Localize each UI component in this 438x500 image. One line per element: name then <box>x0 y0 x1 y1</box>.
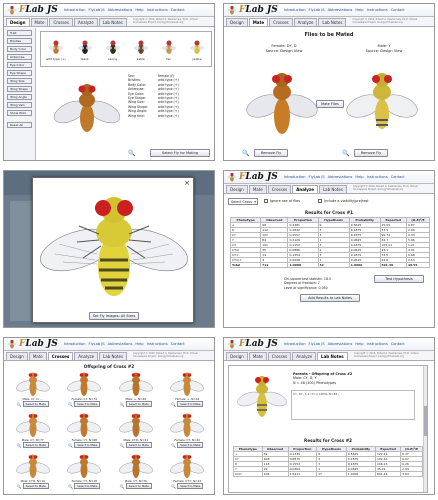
select-to-mate-button[interactable]: Select to Mate <box>126 401 152 407</box>
trait-row: Bristles: wild type (+) <box>128 78 179 83</box>
offspring-card <box>111 412 161 453</box>
offspring-card <box>163 371 213 412</box>
trait-row: Wing Size: wild type (+) <box>128 100 179 105</box>
table-row: CT.D.Y 4 0.0098 1 0.0625 24.6 0.13 <box>231 258 430 263</box>
top-nav <box>64 8 185 12</box>
thumb-ebony[interactable]: ebony <box>104 38 122 61</box>
nav-abbreviations[interactable]: Abbreviations <box>107 8 133 12</box>
nav-contact[interactable]: Contact <box>170 8 185 12</box>
thumb-wild-type[interactable]: wild type (+) <box>46 38 66 61</box>
designed-fly-image <box>52 72 122 142</box>
select-to-mate-button[interactable]: Select to Mate <box>126 483 152 489</box>
panel-design-view <box>3 3 215 161</box>
note-header: Parents - Offspring of Cross #2 Male: CY, D, Y N = 48 (100) Phenotypes <box>293 372 353 385</box>
tab-analyze[interactable]: Analyze <box>292 185 318 193</box>
nav-help[interactable]: Help <box>135 8 144 12</box>
note-fly-image <box>237 369 287 423</box>
table-row: Y 29 0.0464 1 0.0625 45.41 2.94 <box>234 467 423 472</box>
tab-lab-notes[interactable]: Lab Notes <box>319 185 347 193</box>
thumb-tan[interactable]: tan <box>160 38 178 61</box>
trait-row: Antennae: wild type (+) <box>128 87 179 92</box>
nav-contact[interactable]: Contact <box>390 8 405 12</box>
table-row: D 112 0.2842 3 0.1875 73.5 2.04 <box>231 228 430 233</box>
table-row: CY 101 0.2557 3 0.1875 99.74 0.33 <box>231 233 430 238</box>
offspring-fly-image <box>119 412 153 438</box>
nav-instructions[interactable]: Instructions <box>366 8 388 12</box>
checkbox-icon <box>264 199 268 203</box>
nav-introduction[interactable]: Introduction <box>63 342 86 346</box>
tab-mate[interactable]: Mate <box>31 18 49 26</box>
app-header <box>224 4 434 17</box>
trait-row: Wing Vein: wild type (+) <box>128 113 179 118</box>
sidebar-wing-size[interactable]: Wing Size <box>7 78 32 84</box>
fly-logo-icon <box>227 5 237 15</box>
sidebar-bristles[interactable]: Bristles <box>7 38 32 44</box>
magnify-icon[interactable]: 🔍 <box>68 442 74 448</box>
zoomed-fly-image <box>39 182 189 306</box>
phenotype-thumbnails <box>40 31 212 67</box>
tab-analyze[interactable]: Analyze <box>294 18 318 26</box>
scrollbar[interactable] <box>423 366 427 493</box>
magnify-icon[interactable]: 🔍 <box>16 442 22 448</box>
fly-thumb-icon <box>76 38 94 56</box>
copyright: Copyright © 2016, Robert A. Desharnais, Ph.D. Virtual Courseware Project, biologyVirtualLab.org <box>352 185 418 191</box>
nav-introduction[interactable]: Introduction <box>63 8 86 12</box>
offspring-actions <box>60 401 110 407</box>
select-to-mate-button[interactable]: Select to Mate <box>74 401 100 407</box>
nav-contact[interactable]: Contact <box>170 342 185 346</box>
fly-thumb-icon <box>132 38 150 56</box>
remove-male-button[interactable]: Remove Fly <box>354 149 388 157</box>
panel-crosses-view <box>3 337 215 495</box>
app-title: FLab JS <box>19 339 58 349</box>
offspring-actions <box>8 401 58 407</box>
results-title: Results for Cross #2 <box>303 438 353 443</box>
sidebar-show-wild[interactable]: Show Wild <box>7 110 32 116</box>
nav-abbreviations[interactable]: Abbreviations <box>327 342 353 346</box>
dimmed-sidebar <box>10 201 32 321</box>
magnify-icon[interactable]: 🔍 <box>128 150 136 157</box>
app-title: FLab JS <box>19 5 58 15</box>
offspring-label: Female: CT, N=74 <box>71 397 97 401</box>
magnify-icon[interactable]: 🔍 <box>16 401 22 407</box>
magnify-icon[interactable]: 🔍 <box>171 401 177 407</box>
thumb-black[interactable]: black <box>76 38 94 61</box>
offspring-fly-image <box>170 412 204 438</box>
checkbox-icon <box>318 199 322 203</box>
offspring-label: Male: CY.D, N=19 <box>20 479 45 483</box>
mate-flies-button[interactable]: Mate Flies <box>316 100 344 108</box>
nav-instructions[interactable]: Instructions <box>366 342 388 346</box>
sidebar-eye-shape[interactable]: Eye Shape <box>7 70 32 76</box>
panel-mate-view <box>223 3 435 161</box>
nav-flylab[interactable]: FlyLab JS <box>308 175 325 179</box>
offspring-label: Male: +, N=20 <box>125 397 147 401</box>
offspring-heading: Offspring of Cross #2 <box>83 364 135 369</box>
table-row: CY.D 106 1.5411 17 1.0000 601.44 3.64 <box>234 472 423 477</box>
copyright: Copyright © 2016, Robert A. Desharnais, Ph.D. Virtual Courseware Project, biologyVirtualLab.org <box>132 18 198 24</box>
offspring-card <box>8 453 58 494</box>
table-row: D 116 0.1553 3 0.1875 106.15 0.26 <box>234 462 423 467</box>
offspring-actions <box>163 442 213 448</box>
offspring-actions <box>8 483 58 489</box>
app-title: FLab JS <box>239 339 278 349</box>
tab-crosses[interactable]: Crosses <box>269 18 293 26</box>
select-to-mate-button[interactable]: Select to Mate <box>177 442 203 448</box>
offspring-fly-image <box>67 453 101 479</box>
tab-mate[interactable]: Mate <box>29 352 47 360</box>
tab-mate[interactable]: Mate <box>249 185 267 193</box>
tab-bar <box>224 17 434 27</box>
zoom-dialog <box>32 177 194 323</box>
nav-flylab[interactable]: FlyLab JS <box>88 342 105 346</box>
tab-crosses[interactable]: Crosses <box>268 352 292 360</box>
female-info: Female: DY, D Source: Design View <box>265 44 303 53</box>
offspring-card <box>163 412 213 453</box>
offspring-label: Male: CT, N=30 <box>124 479 147 483</box>
male-fly-image <box>346 58 418 146</box>
set-fly-images-button[interactable]: Set Fly Images: All Sizes <box>89 312 139 320</box>
sidebar-eye-color[interactable]: Eye Color <box>7 62 32 68</box>
nav-introduction[interactable]: Introduction <box>283 175 306 179</box>
magnify-icon[interactable]: 🔍 <box>171 483 177 489</box>
top-nav <box>284 8 405 12</box>
offspring-card <box>8 371 58 412</box>
add-results-button[interactable]: Add Results to Lab Notes <box>300 294 360 302</box>
trait-row: Eye Color: wild type (+) <box>128 91 179 96</box>
thumb-yellow[interactable]: yellow <box>188 38 206 61</box>
results-title: Results for Cross #1 <box>304 210 354 215</box>
sidebar-trait[interactable]: Trait <box>7 30 32 36</box>
fly-logo-icon <box>227 339 237 349</box>
select-to-mate-button[interactable]: Select to Mate <box>23 401 49 407</box>
lab-notes-document[interactable] <box>228 365 428 493</box>
tab-design[interactable]: Design <box>6 352 28 360</box>
top-nav <box>284 342 405 346</box>
magnify-female-icon[interactable]: 🔍 <box>242 150 250 157</box>
tab-crosses[interactable]: Crosses <box>268 185 292 193</box>
magnify-icon[interactable]: 🔍 <box>119 483 125 489</box>
offspring-actions <box>163 401 213 407</box>
select-to-mate-button[interactable]: Select to Mate <box>126 442 152 448</box>
nav-flylab[interactable]: FlyLab JS <box>308 8 325 12</box>
tab-lab-notes[interactable]: Lab Notes <box>99 352 127 360</box>
nav-instructions[interactable]: Instructions <box>366 175 388 179</box>
select-to-mate-button[interactable]: Select to Mate <box>177 483 203 489</box>
sidebar-wing-shape[interactable]: Wing Shape <box>7 86 32 92</box>
trait-row: Wing Angle: wild type (+) <box>128 109 179 114</box>
ignore-sex-checkbox[interactable]: Ignore sex of flies <box>264 199 300 203</box>
magnify-icon[interactable]: 🔍 <box>68 401 74 407</box>
offspring-grid <box>8 371 212 495</box>
top-nav <box>64 342 185 346</box>
tab-lab-notes[interactable]: Lab Notes <box>99 18 127 26</box>
offspring-card <box>8 412 58 453</box>
offspring-fly-image <box>119 453 153 479</box>
sidebar-body-color[interactable]: Body Color <box>7 46 32 52</box>
nav-contact[interactable]: Contact <box>390 175 405 179</box>
offspring-label: Female: CT, N=24 <box>174 438 200 442</box>
app-title: FLab JS <box>239 172 278 182</box>
sidebar-wing-angle[interactable]: Wing Angle <box>7 94 32 100</box>
fly-thumb-icon <box>47 38 65 56</box>
tab-mate[interactable]: Mate <box>249 352 267 360</box>
offspring-fly-image <box>170 453 204 479</box>
sidebar-wing-vein[interactable]: Wing Vein <box>7 102 32 108</box>
magnify-icon[interactable]: 🔍 <box>68 483 74 489</box>
select-fly-for-mating-button[interactable]: Select Fly for Mating <box>150 149 210 157</box>
offspring-actions <box>111 442 161 448</box>
nav-flylab[interactable]: FlyLab JS <box>308 342 325 346</box>
tab-design[interactable]: Design <box>226 352 248 360</box>
tab-crosses[interactable]: Crosses <box>48 352 74 360</box>
nav-instructions[interactable]: Instructions <box>146 342 168 346</box>
fly-thumb-icon <box>160 38 178 56</box>
tab-analyze[interactable]: Analyze <box>74 18 98 26</box>
fly-thumb-icon <box>188 38 206 56</box>
sidebar-antennae[interactable]: Antennae <box>7 54 32 60</box>
select-to-mate-button[interactable]: Select to Mate <box>23 442 49 448</box>
trait-row: Wing Shape: wild type (+) <box>128 104 179 109</box>
offspring-card <box>111 371 161 412</box>
offspring-actions <box>111 401 161 407</box>
tab-bar <box>224 351 434 361</box>
table-row: CT 101 0.1152 3 0.1875 105.11 1.21 <box>231 243 430 248</box>
test-hypothesis-button[interactable]: Test Hypothesis <box>374 275 424 283</box>
top-nav <box>284 175 405 179</box>
offspring-label: Female: CY, N=18 <box>71 479 97 483</box>
offspring-actions <box>163 483 213 489</box>
offspring-actions <box>60 483 110 489</box>
offspring-actions <box>60 442 110 448</box>
offspring-fly-image <box>67 412 101 438</box>
nav-help[interactable]: Help <box>355 342 364 346</box>
chi-square-stats: Chi-square test statistic: 18.5 Degrees of freedom: 7 Level of significance: 0.050 <box>284 277 332 290</box>
table-header-row: Phenotype Observed Proportion Hypothesis Probability Expected (O-E)²/E <box>234 447 423 452</box>
tab-analyze[interactable]: Analyze <box>292 352 316 360</box>
fly-logo-icon <box>7 339 17 349</box>
chevron-down-icon: ▾ <box>254 200 256 204</box>
cross-select[interactable]: Select Cross ▾ <box>228 198 258 205</box>
offspring-card <box>60 453 110 494</box>
trait-summary <box>128 74 212 118</box>
select-to-mate-button[interactable]: Select to Mate <box>23 483 49 489</box>
trait-row: Sex: female (F) <box>128 74 175 78</box>
nav-abbreviations[interactable]: Abbreviations <box>107 342 133 346</box>
viability-checkbox[interactable]: Include a viability(pre)test <box>318 199 369 203</box>
select-to-mate-button[interactable]: Select to Mate <box>177 401 203 407</box>
offspring-fly-image <box>16 412 50 438</box>
magnify-icon[interactable]: 🔍 <box>119 401 125 407</box>
nav-contact[interactable]: Contact <box>390 342 405 346</box>
app-header <box>224 171 434 184</box>
offspring-fly-image <box>170 371 204 397</box>
trait-row: Body Color: wild type (+) <box>128 82 179 87</box>
magnify-icon[interactable]: 🔍 <box>171 442 177 448</box>
nav-introduction[interactable]: Introduction <box>283 342 306 346</box>
offspring-label: Male: CY, N=77 <box>21 438 44 442</box>
offspring-fly-image <box>67 371 101 397</box>
nav-instructions[interactable]: Instructions <box>146 8 168 12</box>
table-row: Y 84 0.2126 1 0.0625 24.7 5.96 <box>231 238 430 243</box>
table-row: CT.D 35 0.0886 2 0.0625 24.1 4.91 <box>231 248 430 253</box>
app-header <box>4 338 214 351</box>
copyright: Copyright © 2016, Robert A. Desharnais, Ph.D. Virtual Courseware Project, biologyVirtualLab.org <box>353 352 419 358</box>
fly-thumb-icon <box>104 38 122 56</box>
offspring-label: Female: CY, N=68 <box>71 438 97 442</box>
table-row: + 59 0.1339 9 0.5625 122.11 0.37 <box>234 452 423 457</box>
offspring-label: Female: +, N=44 <box>175 397 200 401</box>
offspring-label: Male: CY, D, ... <box>22 397 43 401</box>
app-title: FLab JS <box>239 5 278 15</box>
trait-row: Eye Shape: wild type (+) <box>128 96 179 101</box>
copyright: Copyright © 2016, Robert A. Desharnais, Ph.D. Virtual Courseware Project, biologyVirtualLab.org <box>133 352 198 358</box>
offspring-actions <box>111 483 161 489</box>
nav-help[interactable]: Help <box>135 342 144 346</box>
remove-female-button[interactable]: Remove Fly <box>254 149 288 157</box>
nav-abbreviations[interactable]: Abbreviations <box>327 175 353 179</box>
table-row: CT.Y 14 0.1354 3 0.1875 72.5 0.68 <box>231 253 430 258</box>
offspring-fly-image <box>16 371 50 397</box>
offspring-card <box>111 453 161 494</box>
magnify-icon[interactable]: 🔍 <box>119 442 125 448</box>
panel-analyze-view <box>223 170 435 328</box>
select-to-mate-button[interactable]: Select to Mate <box>74 442 100 448</box>
panel-lab-notes-view <box>223 337 435 495</box>
results-table <box>233 446 423 477</box>
tab-lab-notes[interactable]: Lab Notes <box>317 352 348 360</box>
close-icon[interactable]: × <box>184 179 190 187</box>
tab-design[interactable]: Design <box>226 18 248 26</box>
select-to-mate-button[interactable]: Select to Mate <box>74 483 100 489</box>
app-header <box>224 338 434 351</box>
fly-logo-icon <box>227 172 237 182</box>
reset-all-button[interactable]: Reset All <box>7 122 32 128</box>
panel-fly-zoom <box>3 170 215 328</box>
tab-bar <box>224 184 434 194</box>
tab-design[interactable]: Design <box>226 185 248 193</box>
offspring-card <box>60 371 110 412</box>
nav-flylab[interactable]: FlyLab JS <box>88 8 105 12</box>
nav-help[interactable]: Help <box>355 8 364 12</box>
tab-lab-notes[interactable]: Lab Notes <box>318 18 346 26</box>
magnify-male-icon[interactable]: 🔍 <box>342 150 350 157</box>
tab-mate[interactable]: Mate <box>249 18 268 26</box>
table-row: CY 408 0.6875 3 0.1875 102.44 0.07 <box>234 457 423 462</box>
trait-sidebar <box>4 28 36 161</box>
female-fly-image <box>246 58 318 146</box>
table-total-row: Total 711 1.0000 32 1.0000 591.49 18.55 <box>231 263 430 268</box>
copyright: Copyright © 2016, Robert A. Desharnais, Ph.D. Virtual Courseware Project, biologyVirtualLab.org <box>352 18 418 24</box>
mate-heading: Flies to be Mated <box>304 32 354 38</box>
tab-analyze[interactable]: Analyze <box>74 352 98 360</box>
tab-design[interactable]: Design <box>6 18 30 26</box>
tab-bar <box>4 351 214 361</box>
offspring-label: Male: CT.D, N=21 <box>123 438 149 442</box>
table-row: + 98 0.2481 9 0.5625 15.09 0.87 <box>231 223 430 228</box>
nav-help[interactable]: Help <box>355 175 364 179</box>
offspring-actions <box>8 442 58 448</box>
magnify-icon[interactable]: 🔍 <box>16 483 22 489</box>
app-header <box>4 4 214 17</box>
offspring-card <box>163 453 213 494</box>
results-table <box>230 217 430 268</box>
offspring-fly-image <box>119 371 153 397</box>
nav-introduction[interactable]: Introduction <box>283 8 306 12</box>
offspring-card <box>60 412 110 453</box>
fly-logo-icon <box>7 5 17 15</box>
tab-crosses[interactable]: Crosses <box>49 18 73 26</box>
male-info: Male: Y Source: Design View <box>365 44 403 53</box>
offspring-fly-image <box>16 453 50 479</box>
nav-abbreviations[interactable]: Abbreviations <box>327 8 353 12</box>
note-text-area[interactable]: CY, DY, 1,1 (T=2 CDMA N=48) <box>291 390 415 420</box>
thumb-sable[interactable]: sable <box>132 38 150 61</box>
scrollbar-thumb[interactable] <box>424 406 427 436</box>
table-header-row: Phenotype Observed Proportion Hypothesis Probability Expected (O-E)²/E <box>231 218 430 223</box>
offspring-label: Female: CT.Y, N=44 <box>173 479 202 483</box>
tab-bar <box>4 17 214 27</box>
